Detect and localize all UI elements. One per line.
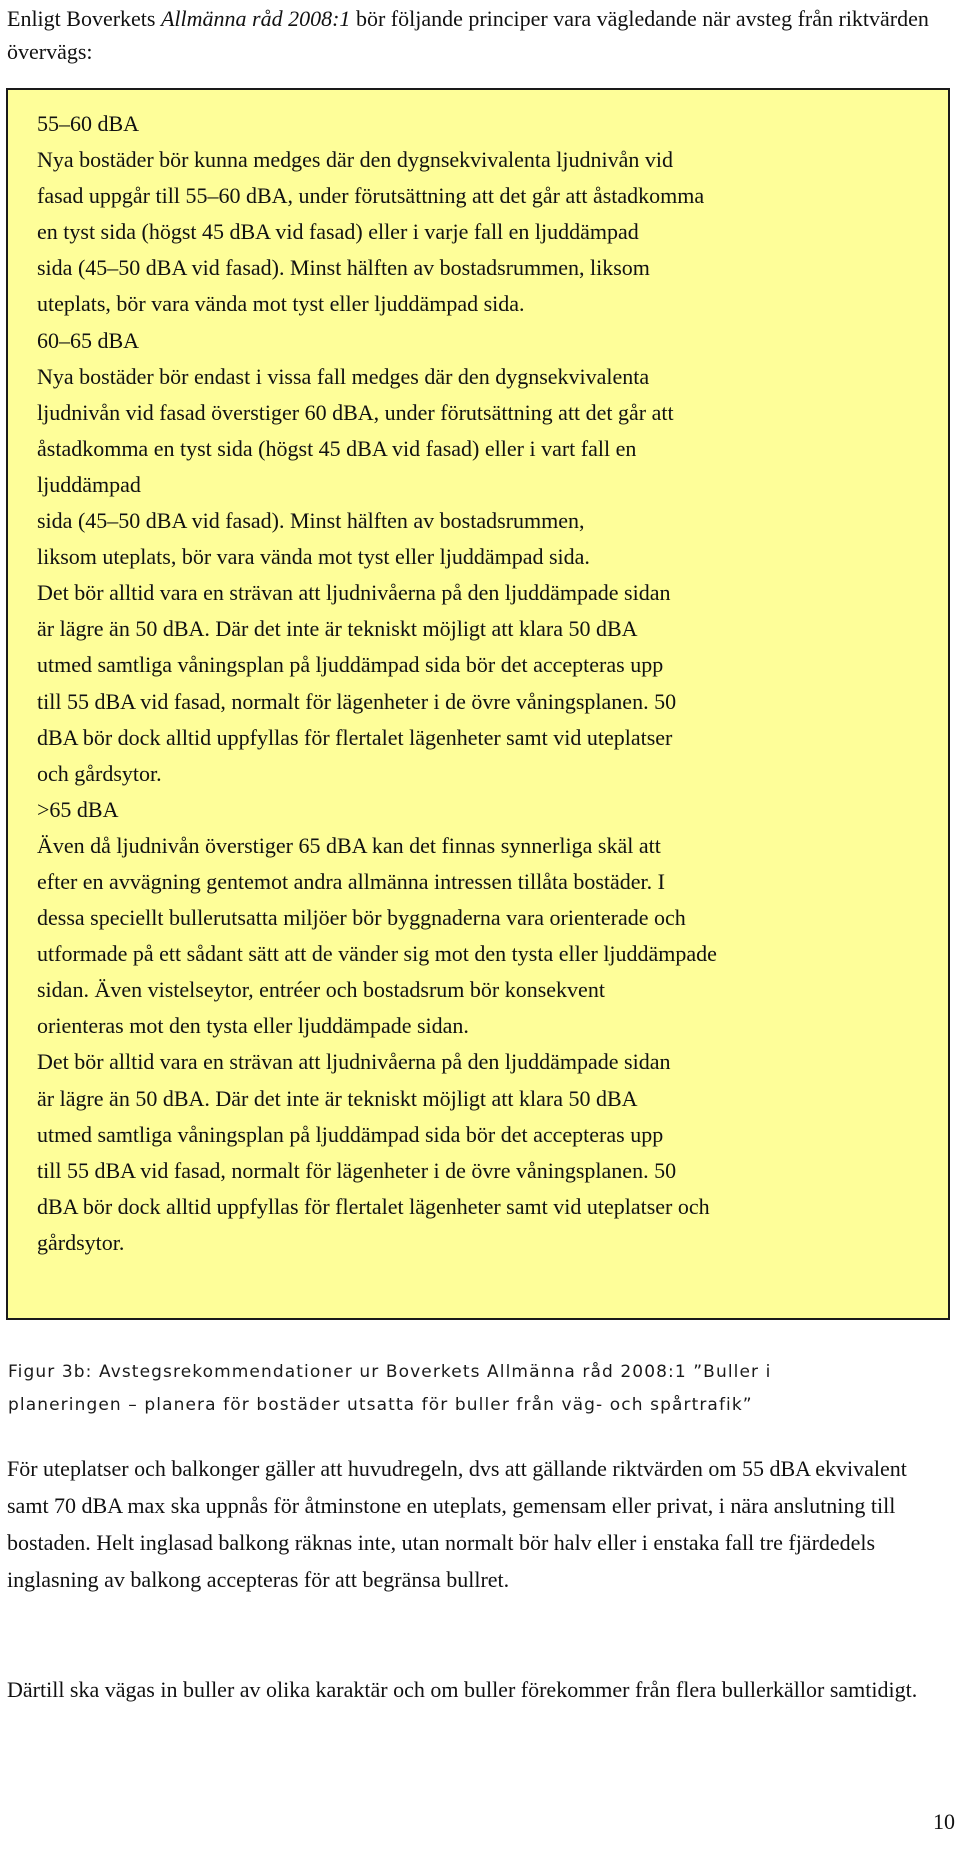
- box-line: liksom uteplats, bör vara vända mot tyst eller ljuddämpad sida.: [37, 544, 590, 570]
- box-line: är lägre än 50 dBA. Där det inte är tekniskt möjligt att klara 50 dBA: [37, 616, 638, 642]
- box-line: och gårdsytor.: [37, 760, 162, 786]
- box-line: Nya bostäder bör endast i vissa fall medges där den dygnsekvivalenta: [37, 363, 650, 389]
- intro-text-after: bör följande principer vara vägledande när avsteg från riktvärden övervägs:: [7, 6, 929, 64]
- box-line: utmed samtliga våningsplan på ljuddämpad sida bör det accepteras upp: [37, 1121, 664, 1147]
- box-line: 55–60 dBA: [37, 111, 140, 136]
- caption-line-2: planeringen – planera för bostäder utsatta för buller från väg- och spårtrafik”: [8, 1395, 753, 1415]
- intro-text-before: Enligt Boverkets: [7, 6, 161, 31]
- box-line: Det bör alltid vara en strävan att ljudnivåerna på den ljuddämpade sidan: [37, 1049, 671, 1075]
- box-line: 60–65 dBA: [37, 327, 140, 353]
- box-line: Nya bostäder bör kunna medges där den dygnsekvivalenta ljudnivån vid: [37, 147, 674, 173]
- box-line: sida (45–50 dBA vid fasad). Minst hälften av bostadsrummen, liksom: [37, 255, 650, 281]
- intro-paragraph: [7, 2, 952, 68]
- box-line: orienteras mot den tysta eller ljuddämpade sidan.: [37, 1013, 469, 1039]
- box-line: en tyst sida (högst 45 dBA vid fasad) eller i varje fall en ljuddämpad: [37, 219, 639, 245]
- box-line: fasad uppgår till 55–60 dBA, under förutsättning att det går att åstadkomma: [37, 183, 705, 209]
- body-paragraph-balconies: För uteplatser och balkonger gäller att huvudregeln, dvs att gällande riktvärden om 55 dBA ekvivalent samt 70 dBA max ska uppnås för åtminstone en uteplats, gemensam eller privat, i nära anslutning till bostaden. Helt inglasad balkong räknas inte, utan normalt bör halv eller i enstaka fall tre fjärdedels inglasning av balkong accepteras för att begränsa bullret.: [7, 1456, 907, 1592]
- box-line: gårdsytor.: [37, 1229, 125, 1255]
- box-line: utformade på ett sådant sätt att de vänder sig mot den tysta eller ljuddämpade: [37, 941, 717, 967]
- box-line: Även då ljudnivån överstiger 65 dBA kan det finnas synnerliga skäl att: [37, 832, 661, 858]
- box-line: sidan. Även vistelseytor, entréer och bostadsrum bör konsekvent: [37, 977, 605, 1003]
- caption-line-1: Figur 3b: Avstegsrekommendationer ur Boverkets Allmänna råd 2008:1 ”Buller i: [8, 1362, 772, 1382]
- box-line: ljuddämpad: [37, 471, 141, 497]
- box-line: Det bör alltid vara en strävan att ljudnivåerna på den ljuddämpade sidan: [37, 580, 671, 606]
- box-line: utmed samtliga våningsplan på ljuddämpad sida bör det accepteras upp: [37, 652, 664, 678]
- body-paragraph-noise-sources: Därtill ska vägas in buller av olika karaktär och om buller förekommer från flera bullerkällor samtidigt.: [7, 1677, 918, 1702]
- box-line: dessa speciellt bullerutsatta miljöer bör byggnaderna vara orienterade och: [37, 905, 686, 931]
- box-line: är lägre än 50 dBA. Där det inte är tekniskt möjligt att klara 50 dBA: [37, 1085, 638, 1111]
- box-line: till 55 dBA vid fasad, normalt för lägenheter i de övre våningsplanen. 50: [37, 688, 677, 714]
- box-line: dBA bör dock alltid uppfyllas för flertalet lägenheter samt vid uteplatser: [37, 724, 673, 750]
- page-number: 10: [933, 1809, 955, 1834]
- recommendation-box: [6, 88, 950, 1320]
- box-line: åstadkomma en tyst sida (högst 45 dBA vid fasad) eller i vart fall en: [37, 435, 637, 461]
- box-line: >65 dBA: [37, 796, 119, 822]
- box-line: uteplats, bör vara vända mot tyst eller ljuddämpad sida.: [37, 291, 525, 317]
- box-line: ljudnivån vid fasad överstiger 60 dBA, under förutsättning att det går att: [37, 399, 674, 425]
- box-line: efter en avvägning gentemot andra allmänna intressen tillåta bostäder. I: [37, 868, 665, 894]
- figure-caption: [8, 1356, 953, 1422]
- box-line: till 55 dBA vid fasad, normalt för lägenheter i de övre våningsplanen. 50: [37, 1157, 677, 1183]
- box-line: sida (45–50 dBA vid fasad). Minst hälften av bostadsrummen,: [37, 508, 585, 534]
- box-line: dBA bör dock alltid uppfyllas för flertalet lägenheter samt vid uteplatser och: [37, 1193, 710, 1219]
- intro-reference-title: Allmänna råd 2008:1: [160, 6, 351, 31]
